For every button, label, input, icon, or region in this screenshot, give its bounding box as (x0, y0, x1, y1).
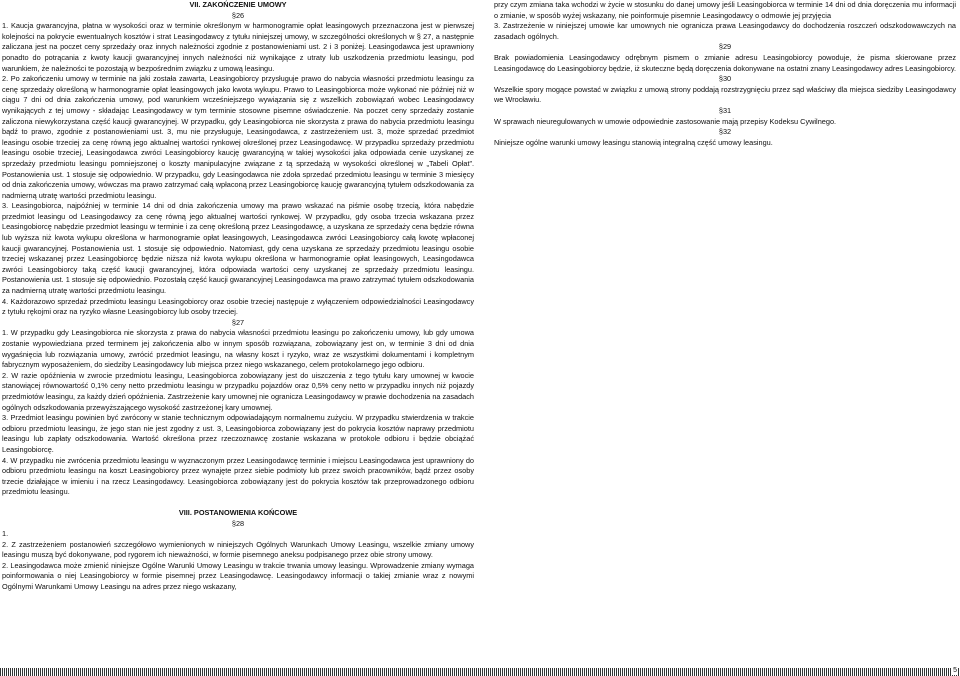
clause-28-1: 1. (2, 529, 9, 539)
spacer (2, 498, 474, 508)
clause-26-2: 2. Po zakończeniu umowy w terminie na jaki została zawarta, Leasingobiorcy przysługuje prawo do nabycia własności przedmiotu leasingu za cenę sprzedaży określoną w harmonogramie opłat leasingowych jako kwota wykupu. Prawo to Leasingobiorca może wykonać nie później niż w ciągu 7 dni od dnia zakończenia umowy, pod warunkiem wcześniejszego wywiązania się z wszelkich zobowiązań wobec Leasingodawcy wynikających z tej umowy - składając Leasingodawcy w tym terminie stosowne pisemne oświadczenie. Na poczet ceny sprzedaży zostanie zaliczona niewykorzystana część kaucji gwarancyjnej. W przypadku, gdy Leasingobiorca nie skorzysta z prawa do nabycia przedmiotu leasingu bądź to prawo, zgodnie z postanowieniami ust. 3, mu nie przysługuje, Leasingodawca, z zastrzeżeniem ust. 3, może sprzedać przedmiot leasingu osobie trzeciej za cenę równą jego aktualnej wartości rynkowej określonej przez Leasingodawcę. W przypadku sprzedaży przedmiotu leasingu osobie trzeciej, Leasingodawca zwróci Leasingobiorcy kaucję gwarancyjną w takiej wysokości jaka odpowiada cenie uzyskanej ze sprzedaży przedmiotu leasingu pomniejszonej o koszty manipulacyjne związane z tą sprzedażą w wysokości określonej w „Tabeli Opłat”. Postanowienia ust. 1 stosuje się odpowiednio. W przypadku, gdy Leasingodawca nie zdoła sprzedać przedmiotu leasingu w terminie 3 miesięcy od dnia zakończenia umowy, wówczas ma prawo zatrzymać całą wpłaconą przez Leasingobiorcę kaucję gwarancyjną tytułem odszkodowania za nadmierną utratę wartości przedmiotu leasingu. (2, 74, 474, 200)
right-column (494, 0, 956, 148)
clause-29: Brak powiadomienia Leasingodawcy odrębnym pismem o zmianie adresu Leasingobiorcy powoduje, że pisma skierowane przez Leasingodawcę do Leasingobiorcy będzie, iż skuteczne będą doręczenia dokonywane na ostatni znany Leasingodawcy adres Leasingobiorcy. (494, 52, 957, 73)
clause-31: W sprawach nieuregulowanych w umowie odpowiednie zastosowanie mają przepisy Kodeksu Cywilnego. (494, 116, 837, 126)
clause-28-continued: przy czym zmiana taka wchodzi w życie w stosunku do danej umowy jeśli Leasingobiorca w terminie 14 dni od dnia doręczenia mu informacji o zmianie, w sposób wyżej wskazany, nie poinformuje pisemnie Leasingodawcy o odmowie jej przyjęcia (494, 0, 956, 20)
clause-32: Niniejsze ogólne warunki umowy leasingu stanowią integralną część umowy leasingu. (494, 137, 773, 147)
footer-barcode-strip (0, 668, 960, 676)
section-title-closing: VII. ZAKOŃCZENIE UMOWY (189, 0, 287, 9)
clause-28-3: 2. Leasingodawca może zmienić niniejsze Ogólne Warunki Umowy Leasingu w trakcie trwania umowy leasingu. Wprowadzenie zmiany wymaga poinformowania o niej Leasingobiorcy w formie pisemnej przez Leasingodawcę. Leasingodawcy informacji o takiej zmianie wraz z nowymi Ogólnymi Warunkami Umowy Leasingu na adres przez niego wskazany, (2, 560, 474, 592)
clause-28-2: 2. Z zastrzeżeniem postanowień szczegółowo wymienionych w niniejszych Ogólnych Warunkach Umowy Leasingu, wszelkie zmiany umowy leasingu muszą być dokonywane, pod rygorem ich nieważności, w formie pisemnego aneksu podpisanego przez obie strony umowy. (2, 539, 474, 560)
clause-26-4: 4. Każdorazowo sprzedaż przedmiotu leasingu Leasingobiorcy oraz osobie trzeciej następuje z wyłączeniem odpowiedzialności Leasingodawcy z tytułu rękojmi oraz na ryzyko własne Leasingobiorcy lub osoby trzeciej. (2, 296, 474, 317)
section-title-final: VIII. POSTANOWIENIA KOŃCOWE (178, 507, 298, 517)
paragraph-number-28: §28 (231, 518, 245, 528)
clause-27-2: 2. W razie opóźnienia w zwrocie przedmiotu leasingu, Leasingobiorca zobowiązany jest do uiszczenia z tego tytułu kary umownej w kwocie stanowiącej równowartość 0,1% ceny netto przedmiotu leasingu w przypadku pojazdów oraz 0,5% ceny netto w przypadku innych niż pojazdy przedmiotów leasingu, za każdy dzień opóźnienia. Zastrzeżenie kary umownej nie ogranicza Leasingodawcy w prawie dochodzenia na zasadach ogólnych odszkodowania przewyższającego wysokość zastrzeżonej kary umownej. (2, 370, 474, 412)
paragraph-number-29: §29 (718, 42, 732, 52)
paragraph-number-27: §27 (231, 317, 245, 327)
clause-26-3: 3. Leasingobiorca, najpóźniej w terminie 14 dni od dnia zakończenia umowy ma prawo wskazać na piśmie osobę trzecią, która nabędzie przedmiot leasingu od Leasingodawcy za cenę równą jego aktualnej wartości rynkowej. W przypadku, gdy osoba trzecia wskazana przez Leasingobiorcę nabędzie przedmiot leasingu w terminie i za cenę określoną przez Leasingodawcę, a uzyskana ze sprzedaży cena będzie równa lub wyższa niż kwota wykupu określona w harmonogramie opłat leasingowych, Leasingodawca zwróci Leasingobiorcy całą kwotę wpłaconej kaucji gwarancyjnej. Postanowienia ust. 1 stosuje się odpowiednio. Natomiast, gdy cena uzyskana ze sprzedaży przedmiotu leasingu osobie trzeciej wskazanej przez Leasingobiorcę będzie niższa niż kwota wykupu określona w harmonogramie opłat leasingowych, Leasingodawca zwróci Leasingobiorcy taką część kaucji gwarancyjnej, która odpowiada wartości ceny uzyskanej ze sprzedaży przedmiotu leasingu. Postanowienia ust. 1 stosuje się odpowiednio. Pozostałą część kaucji gwarancyjnej Leasingodawca ma prawo zatrzymać tytułem odszkodowania za nadmierną utratę wartości przedmiotu leasingu. (2, 201, 474, 296)
left-column (2, 0, 474, 593)
clause-30: Wszelkie spory mogące powstać w związku z umową strony poddają rozstrzygnięciu przez sąd właściwy dla miejsca siedziby Leasingodawcy we Wrocławiu. (494, 84, 956, 105)
clause-27-1: 1. W przypadku gdy Leasingobiorca nie skorzysta z prawa do nabycia własności przedmiotu leasingu po zakończeniu umowy, lub gdy umowa zostanie wypowiedziana przed terminem jej zakończenia albo w innym sposób rozwiązana, zobowiązany jest on, w terminie 3 dni od dnia wygaśnięcia lub rozwiązania umowy, zwrócić przedmiot leasingu, na własny koszt i ryzyko, wraz ze wszystkimi dokumentami i kompletnym fabrycznym wyposażeniem, do siedziby Leasingodawcy lub miejsca przez niego wskazanego, celem protokolarnego jego odbioru. (2, 328, 474, 370)
clause-26-1: 1. Kaucja gwarancyjna, płatna w wysokości oraz w terminie określonym w harmonogramie opłat leasingowych przeznaczona jest w pierwszej kolejności na pokrycie ewentualnych kosztów i strat Leasingodawcy z tytułu niniejszej umowy, w szczególności określonych w § 27, a następnie zaliczana jest na poczet ceny sprzedaży oraz innych należności zgodnie z postanowieniami ust. 2 i 3 poniżej. Leasingodawca jest uprawniony ponadto do potrącania z kwoty kaucji gwarancyjnej innych należności niż wynikające z utraty lub uszkodzenia przedmiotu leasingu, pod warunkiem, że należności te pozostają w bezpośrednim związku z umową leasingu. (2, 21, 474, 73)
page-number: 5 (953, 667, 957, 674)
paragraph-number-26: §26 (231, 10, 245, 20)
paragraph-number-30: §30 (718, 74, 732, 84)
clause-27-4: 4. W przypadku nie zwrócenia przedmiotu leasingu w wyznaczonym przez Leasingodawcę terminie i miejscu Leasingodawca jest uprawniony do odbioru przedmiotu leasingu na koszt Leasingobiorcy przez wynajęte przez siebie podmioty lub przez swoich pracowników, bądź przez osoby trzecie działające w imieniu i na rzecz Leasingodawcy. Leasingobiorca zobowiązany jest do pokrycia kosztów tak przeprowadzonego odbioru przedmiotu leasingu. (2, 455, 474, 497)
paragraph-number-31: §31 (718, 105, 732, 115)
paragraph-number-32: §32 (718, 127, 732, 137)
clause-27-3: 3. Przedmiot leasingu powinien być zwrócony w stanie technicznym odpowiadającym normalnemu zużyciu. W przypadku stwierdzenia w trakcie odbioru przedmiotu leasingu, że jego stan nie jest zgodny z ust. 3, Leasingobiorca zobowiązany jest do pokrycia kosztów naprawy przedmiotu leasingu lub zapłaty odszkodowania. Wartość określona przez rzeczoznawcę zostanie wskazana w protokole odbioru i będzie obciążać Leasingobiorcę. (2, 413, 474, 454)
clause-28-3b: 3. Zastrzeżenie w niniejszej umowie kar umownych nie ogranicza prawa Leasingodawcy do dochodzenia roszczeń odszkodowawczych na zasadach ogólnych. (494, 21, 956, 41)
